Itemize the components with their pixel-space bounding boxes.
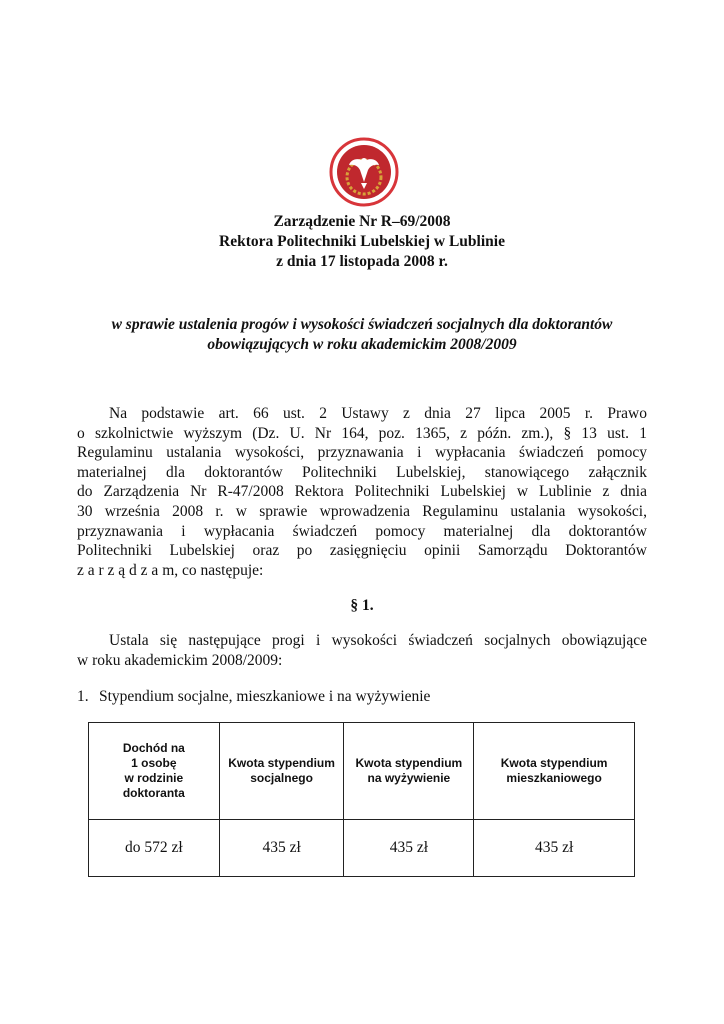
preamble-line: materialnej dla doktorantów Politechniki Lubelskiej, stanowiącego załącznik (77, 463, 647, 481)
header-cell-food (344, 723, 474, 820)
preamble-line: 30 września 2008 r. w sprawie wprowadzenia Regulaminu ustalania wysokości, (77, 502, 647, 520)
preamble-line: przyznawania i wypłacania świadczeń pomocy materialnej dla doktorantów (77, 522, 647, 540)
table-cell-housing: 435 zł (474, 820, 635, 877)
table-cell-food: 435 zł (344, 820, 474, 877)
university-emblem-icon (329, 137, 399, 207)
preamble-line: Na podstawie art. 66 ust. 2 Ustawy z dnia 27 lipca 2005 r. Prawo (109, 405, 647, 422)
list-item-text: Stypendium socjalne, mieszkaniowe i na wyżywienie (99, 688, 431, 705)
header-text: Kwota stypendium (355, 756, 463, 770)
document-title-line2: Rektora Politechniki Lubelskiej w Lublinie (219, 233, 505, 250)
subject-line1: w sprawie ustalenia progów i wysokości świadczeń socjalnych dla doktorantów (111, 316, 613, 333)
stipend-table (88, 722, 635, 877)
header-text: 1 osobę (131, 756, 177, 770)
header-cell-income (89, 723, 220, 820)
header-text: socjalnego (250, 771, 313, 785)
preamble-line: do Zarządzenia Nr R-47/2008 Rektora Politechniki Lubelskiej w Lublinie z dnia (77, 483, 647, 501)
header-text: doktoranta (122, 786, 185, 800)
document-title-line1: Zarządzenie Nr R–69/2008 (273, 213, 451, 230)
list-item (77, 688, 430, 706)
section-intro (77, 631, 647, 670)
header-text: Kwota stypendium (228, 756, 335, 770)
table-cell-income: do 572 zł (89, 820, 220, 877)
preamble-paragraph (77, 404, 647, 580)
header-cell-social (219, 723, 344, 820)
table-row (89, 820, 635, 877)
header-text: w rodzinie (124, 771, 184, 785)
header-text: Dochód na (122, 741, 185, 755)
preamble-line: o szkolnictwie wyższym (Dz. U. Nr 164, poz. 1365, z późn. zm.), § 13 ust. 1 (77, 424, 647, 442)
header-text: na wyżywienie (367, 771, 451, 785)
list-item-number: 1. (77, 688, 89, 705)
table-header-row (89, 723, 635, 820)
subject-line2: obowiązujących w roku akademickim 2008/2009 (207, 336, 517, 353)
table-cell-social: 435 zł (219, 820, 344, 877)
preamble-line: z a r z ą d z a m, co następuje: (77, 561, 264, 579)
section-intro-line2: w roku akademickim 2008/2009: (77, 651, 283, 669)
header-cell-housing (474, 723, 635, 820)
section-sign: § 1. (350, 597, 374, 614)
header-text: Kwota stypendium (500, 756, 608, 770)
preamble-line: Politechniki Lubelskiej oraz po zasięgnięciu opinii Samorządu Doktorantów (77, 542, 647, 560)
header-text: mieszkaniowego (506, 771, 602, 785)
preamble-line: Regulaminu ustalania wysokości, przyznawania i wypłacania świadczeń pomocy (77, 444, 647, 462)
document-title-line3: z dnia 17 listopada 2008 r. (276, 253, 448, 270)
section-intro-line1: Ustala się następujące progi i wysokości świadczeń socjalnych obowiązujące (109, 632, 647, 649)
